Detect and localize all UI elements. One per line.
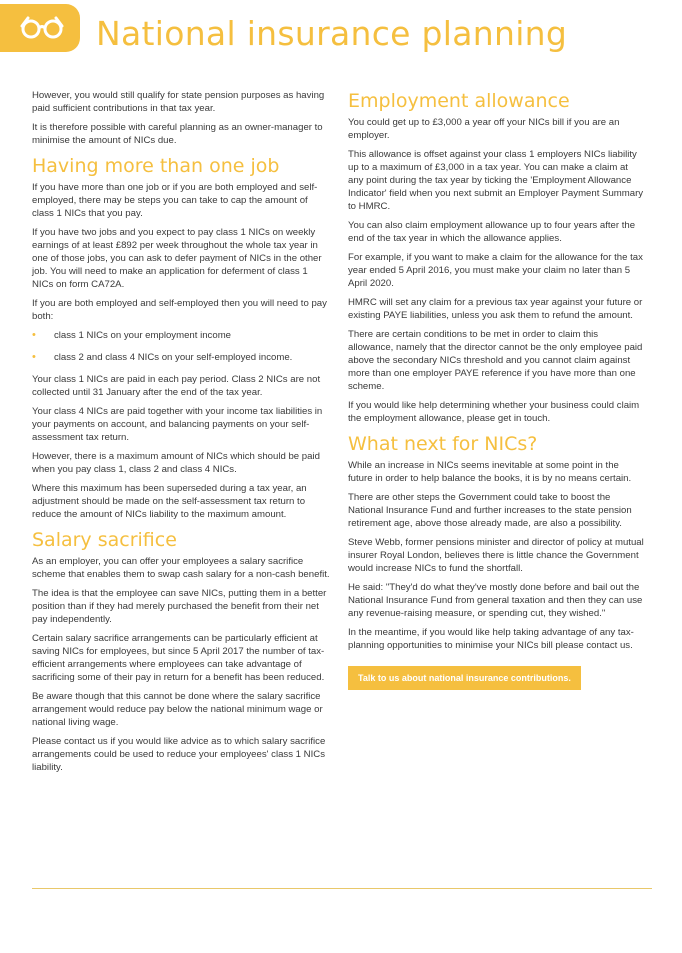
page-title: National insurance planning [96,14,568,53]
heading-employment-allowance: Employment allowance [348,90,570,112]
paragraph: There are other steps the Government could take to boost the National Insurance Fund and further increases to the state pension retirement age, above those already made, are also a possibility. [348,492,632,529]
paragraph: If you would like help determining whether your business could claim the employment allowance, please get in touch. [348,400,640,424]
paragraph: This allowance is offset against your class 1 employers NICs liability up to a maximum of £3,000 in a tax year. You can make a claim at any point during the tax year by ticking the 'Employment Allowance Indicator' field when you next submit an Employer Payment Summary to HMRC. [348,149,644,212]
heading-more-than-one-job: Having more than one job [32,155,280,177]
paragraph: Your class 4 NICs are paid together with your income tax liabilities in your payments on account, and balancing payments on your self-assessment tax return. [32,406,323,443]
paragraph: Please contact us if you would like advice as to which salary sacrifice arrangements could be used to reduce your employees' class 1 NICs liability. [32,736,326,773]
paragraph: The idea is that the employee can save NICs, putting them in a better position than if they had merely purchased the benefit from their net pay independently. [32,588,327,625]
heading-what-next: What next for NICs? [348,433,538,455]
paragraph: For example, if you want to make a claim for the allowance for the tax year ended 5 April 2016, you must make your claim no later than 5 April 2020. [348,252,643,289]
paragraph: If you have more than one job or if you are both employed and self-employed, there may be steps you can take to cap the amount of class 1 NICs that you pay. [32,182,318,219]
paragraph: HMRC will set any claim for a previous tax year against your future or existing PAYE liabilities, unless you ask them to refund the amount. [348,297,643,321]
paragraph: If you have two jobs and you expect to pay class 1 NICs on weekly earnings of at least £892 per week throughout the whole tax year in one of those jobs, you can ask to defer payment of NICs in the other job. You will need to make an application for deferment of class 1 NICs on form CA72A. [32,227,322,290]
paragraph: In the meantime, if you would like help taking advantage of any tax-planning opportunities to minimise your NICs bill please contact us. [348,627,634,651]
paragraph: Certain salary sacrifice arrangements can be particularly efficient at saving NICs for employees, but since 5 April 2017 the number of tax-efficient arrangements where employees can take advantage of sacrificing some of their pay in return for a benefit has been reduced. [32,633,325,683]
left-column [32,89,330,780]
paragraph: However, there is a maximum amount of NICs which should be paid when you pay class 1, class 2 and class 4 NICs. [32,451,320,475]
paragraph: He said: "They'd do what they've mostly done before and bail out the National Insurance Fund from general taxation and then they can use any revenue-raising measure, or spending cut, they wished." [348,582,643,619]
paragraph: Where this maximum has been superseded during a tax year, an adjustment should be made on the self-assessment tax return to reduce the amount of NICs liability to the maximum amount. [32,483,307,520]
paragraph: Steve Webb, former pensions minister and director of policy at mutual insurer Royal London, believes there is little chance the Government would increase NICs to fund the shortfall. [348,537,644,574]
paragraph: You can also claim employment allowance up to four years after the end of the tax year in which the allowance applies. [348,220,636,244]
paragraph: As an employer, you can offer your employees a salary sacrifice scheme that enables them to swap cash salary for a non-cash benefit. [32,556,330,580]
footer-divider [32,888,652,889]
contact-cta-button[interactable]: Talk to us about national insurance contributions. [348,666,581,690]
intro-paragraph: It is therefore possible with careful planning as an owner-manager to minimise the amount of NICs due. [32,122,323,146]
paragraph: If you are both employed and self-employed then you will need to pay both: [32,298,327,322]
paragraph: Be aware though that this cannot be done where the salary sacrifice arrangement would reduce pay below the national minimum wage or national living wage. [32,691,323,728]
list-item: • class 2 and class 4 NICs on your self-employed income. [32,351,330,364]
intro-paragraph: However, you would still qualify for state pension purposes as having paid sufficient contributions in that tax year. [32,90,325,114]
paragraph: You could get up to £3,000 a year off your NICs bill if you are an employer. [348,117,620,141]
heading-salary-sacrifice: Salary sacrifice [32,529,177,551]
paragraph: While an increase in NICs seems inevitable at some point in the future in order to help balance the books, it is by no means certain. [348,460,632,484]
right-column [348,90,646,690]
list-item: • class 1 NICs on your employment income [32,329,330,342]
paragraph: Your class 1 NICs are paid in each pay period. Class 2 NICs are not collected until 31 January after the end of the tax year. [32,374,321,398]
header-tab [0,4,80,52]
paragraph: There are certain conditions to be met in order to claim this allowance, namely that the director cannot be the only employee paid above the secondary NICs threshold and you cannot claim against more than one employer PAYE reference if you have more than one scheme. [348,329,643,392]
bullet-list [32,329,330,364]
glasses-icon [18,14,66,40]
